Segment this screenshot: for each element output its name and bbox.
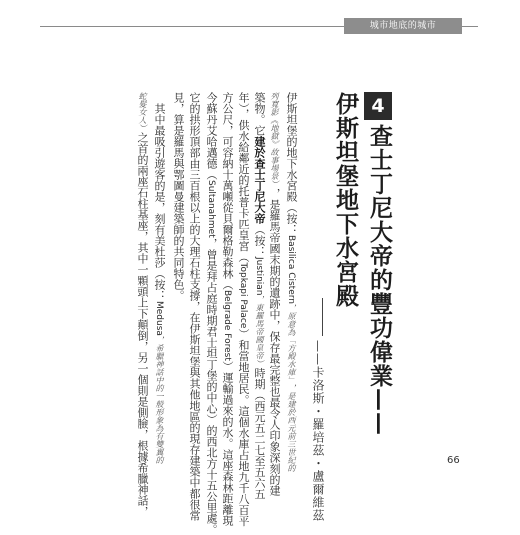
author-divider [322, 298, 323, 336]
body-column [283, 92, 299, 472]
chapter-title-line-2: 伊斯坦堡地下水宮殿 [332, 92, 359, 308]
latin-term: Topkapi Palace [238, 262, 248, 329]
latin-term: Belgrade Forest [222, 290, 232, 361]
editor-note: 蛇髮女人） [138, 92, 147, 132]
editor-note: ，希臘神話中的一般形象為有雙翼的 [155, 335, 164, 464]
editor-note: ，東羅馬帝國皇帝） [255, 295, 264, 368]
body-text: 其中最吸引遊客的是，刻有美杜莎（按： [153, 92, 166, 301]
body-text: 方公尺，可容納十萬噸從貝爾格勒森林（ [221, 92, 234, 290]
body-text: 今蘇丹艾哈邁德（ [205, 92, 218, 180]
editor-note: ，原意為「方殿水庫」，是建於西 [287, 304, 296, 424]
body-text: ）和當地居民。這個水庫占地九千八百平 [237, 328, 250, 527]
body-text: 它的拱形頂部由三百根以上的大理石柱支撐，在伊斯坦堡與其他地區的現存建築中都很常 [188, 92, 201, 521]
latin-term: Basilica Cistern [286, 235, 296, 304]
body-column [251, 92, 267, 500]
body-column [187, 92, 202, 521]
page-number: 66 [447, 455, 460, 466]
body-text: 築物。它 [253, 92, 266, 136]
body-text: ，是羅馬帝國末期的遺跡中，保存最完整也最令人印象深刻的建 [268, 188, 281, 496]
body-text: 時期（西元五二七至五六五 [253, 367, 266, 500]
latin-term: Justinian [254, 257, 264, 296]
running-header: 城市地底的城市 [344, 18, 462, 34]
body-column [151, 92, 167, 464]
body-column [235, 92, 251, 527]
emphasis-text: 建於查士丁尼大帝 [253, 136, 266, 224]
body-text: 伊斯坦堡的地下水宮殿（按： [285, 92, 298, 235]
body-column [267, 92, 282, 496]
body-text: ，曾是拜占庭時期君士坦丁堡的中心）的西北方十五公里處。 [205, 237, 218, 535]
body-text: 之首的兩座石柱基座，其中一顆頭上下顛倒，另一個則是側臉，根據希臘神話， [136, 132, 149, 517]
body-column [135, 92, 150, 517]
chapter-author: ——卡洛斯・羅培茲・盧爾維茲 [311, 340, 325, 522]
chapter-number-badge: 4 [364, 92, 392, 120]
body-text: 見，算是羅馬與鄂圖曼建築師的共同特色。 [172, 92, 185, 301]
chapter-title-line-1: 查士丁尼大帝的豐功偉業—— [366, 124, 393, 436]
editor-note: 列寬影《地獄》故事場景） [270, 92, 279, 188]
body-column [219, 92, 235, 526]
latin-term: Sultanahmet [206, 180, 216, 238]
latin-term: Medusa [154, 301, 164, 336]
body-column [203, 92, 219, 535]
editor-note: 元前三世紀的 [287, 424, 296, 472]
body-text: （按： [253, 224, 266, 257]
body-text: 年），供水給鄰近的托普卡匹皇宮（ [237, 92, 250, 263]
body-column [171, 92, 186, 422]
body-text: ）運輸過來的水。這座森林距離現 [221, 360, 234, 526]
